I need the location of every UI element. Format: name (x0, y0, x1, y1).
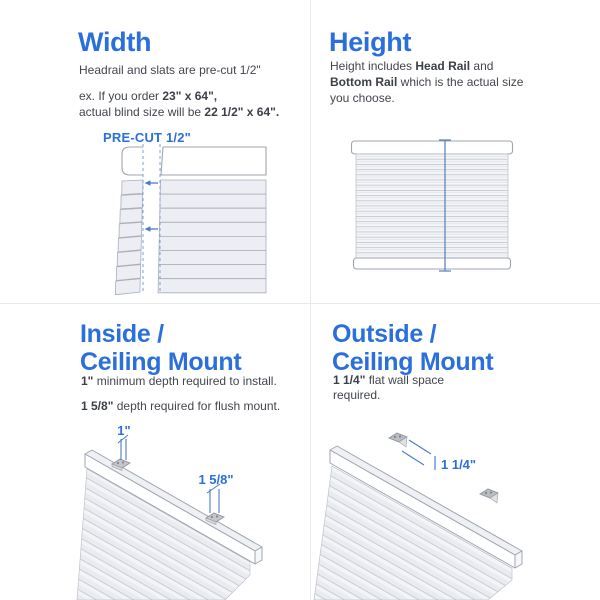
head-rail (352, 141, 513, 154)
width-diagram (100, 143, 312, 295)
dimension-1in-label: 1" (117, 423, 131, 438)
headrail-main (161, 147, 266, 175)
dimension-1-1-4in-label: 1 1/4" (441, 457, 477, 472)
width-section-title: Width (78, 27, 152, 57)
cut-arrow-bottom (145, 226, 159, 231)
outside-mount-title-wrap (332, 320, 493, 376)
dimension-1in (117, 423, 130, 460)
height-description: Height includes Head Rail and Bottom Rail which is the actual size you choose. (330, 59, 524, 105)
outside-mount-note: 1 1/4" flat wall space required. (333, 373, 445, 402)
inside-mount-note-2: 1 5/8" depth required for flush mount. (81, 399, 281, 413)
bottom-rail-term: Bottom Rail (330, 75, 398, 89)
cut-slat-strip (115, 180, 143, 295)
cut-arrow-top (145, 180, 159, 185)
main-slats (158, 180, 266, 293)
width-example-size-2: 22 1/2" x 64". (204, 105, 280, 119)
dimension-1-1-4in (402, 440, 476, 472)
width-subtitle: Headrail and slats are pre-cut 1/2" (79, 63, 261, 77)
headrail-cut-piece (122, 147, 143, 175)
outside-mount-diagram (308, 420, 588, 600)
slats (356, 154, 508, 258)
horizontal-divider (0, 303, 600, 304)
inside-mount-title-wrap (80, 320, 241, 376)
mount-bracket-icon (389, 433, 407, 447)
outside-mount-title-line2: Ceiling Mount (332, 348, 494, 376)
mount-bracket-icon (480, 489, 498, 503)
width-example-size-1: 23" x 64", (162, 89, 218, 103)
height-section-title: Height (329, 27, 412, 57)
inside-mount-title-line1: Inside / (80, 320, 164, 348)
height-section-title-wrap (329, 28, 411, 57)
inside-mount-diagram (60, 420, 310, 600)
inside-mount-note-1: 1" minimum depth required to install. (81, 374, 277, 388)
dimension-1-5-8in (198, 472, 233, 513)
head-rail-term: Head Rail (415, 59, 471, 73)
inside-mount-title-line2: Ceiling Mount (80, 348, 242, 376)
dimension-1-5-8in-label: 1 5/8" (198, 472, 234, 487)
precut-label: PRE-CUT 1/2" (103, 130, 192, 145)
width-example-text: ex. If you order 23" x 64", actual blind size will be 22 1/2" x 64". (79, 89, 280, 119)
width-section-title-wrap (78, 28, 151, 57)
bottom-rail (354, 258, 511, 269)
outside-mount-title-line1: Outside / (332, 320, 437, 348)
height-diagram (348, 138, 516, 278)
